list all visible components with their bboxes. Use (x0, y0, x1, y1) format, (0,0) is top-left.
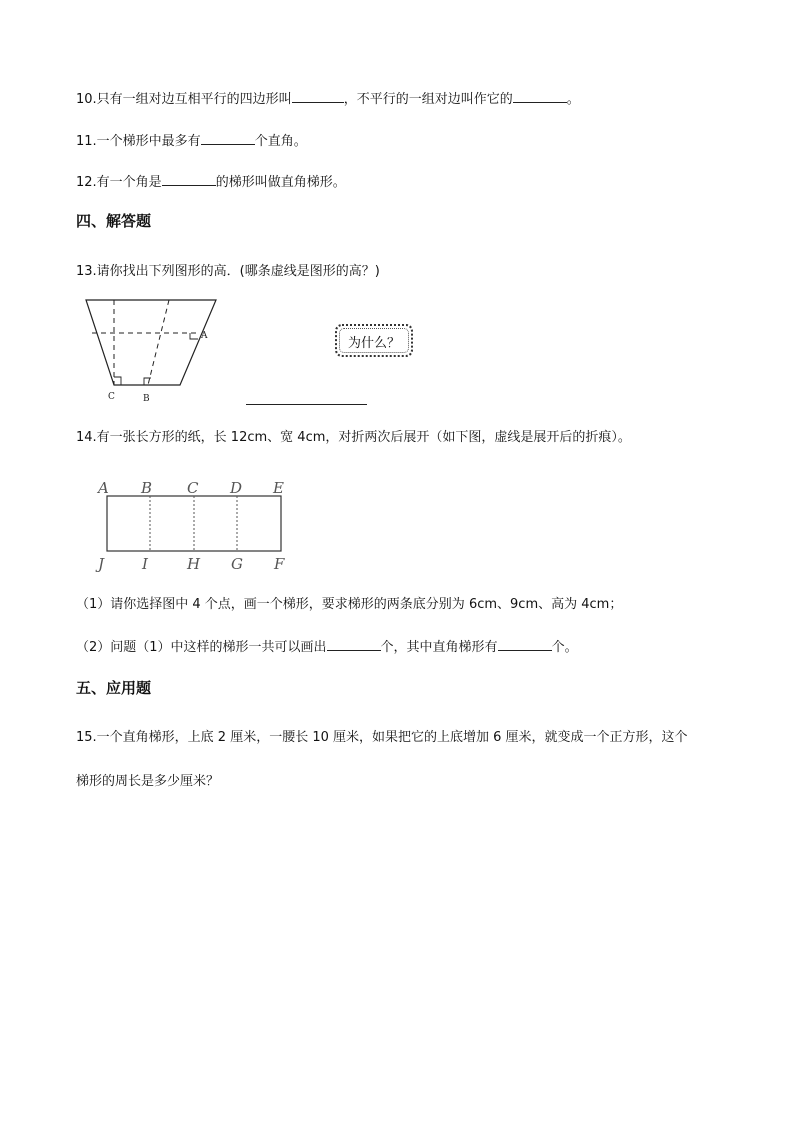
q10-blank-1[interactable] (292, 89, 344, 103)
point-label-d: D (230, 479, 243, 497)
point-label-f: F (274, 555, 285, 573)
q14-sub2-text-2: 个，其中直角梯形有 (380, 640, 498, 655)
q11-text-1: 11.一个梯形中最多有 (76, 134, 201, 149)
label-a: A (201, 331, 208, 341)
q11-blank[interactable] (201, 131, 255, 145)
right-angle-mark-c (114, 377, 121, 385)
label-b: B (143, 394, 150, 404)
q14-sub2-text-1: （2）问题（1）中这样的梯形一共可以画出 (76, 640, 327, 655)
question-10 (76, 89, 580, 109)
point-label-a: A (98, 479, 109, 497)
q10-text-1: 10.只有一组对边互相平行的四边形叫 (76, 92, 292, 107)
q12-text-2: 的梯形叫做直角梯形。 (215, 175, 346, 190)
question-12 (76, 172, 346, 192)
point-label-g: G (231, 555, 243, 573)
q14-sub2-blank-1[interactable] (327, 637, 381, 651)
question-14: 14.有一张长方形的纸，长 12cm、宽 4cm，对折两次后展开（如下图，虚线是展开后的折痕）。 (76, 430, 631, 445)
q11-text-2: 个直角。 (254, 134, 307, 149)
section-4-heading: 四、解答题 (76, 212, 152, 230)
q12-text-1: 12.有一个角是 (76, 175, 162, 190)
q12-blank[interactable] (162, 172, 216, 186)
slanted-dashed-line (148, 300, 169, 385)
folded-paper-figure (92, 474, 297, 574)
why-bubble (335, 324, 413, 357)
point-label-e: E (273, 479, 284, 497)
question-13: 13.请你找出下列图形的高．(哪条虚线是图形的高？) (76, 264, 380, 279)
trapezoid-figure (80, 294, 220, 404)
point-label-j: J (98, 555, 105, 573)
q10-text-2: ，不平行的一组对边叫作它的 (343, 92, 513, 107)
question-11 (76, 131, 307, 151)
q14-sub2-blank-2[interactable] (498, 637, 552, 651)
why-bubble-text: 为什么？ (347, 336, 400, 351)
point-label-i: I (142, 555, 148, 573)
point-label-h: H (187, 555, 201, 573)
q14-sub2-text-3: 个。 (551, 640, 578, 655)
q13-answer-line[interactable] (246, 404, 367, 405)
label-c: C (108, 392, 115, 402)
question-14-part-2 (76, 637, 578, 657)
right-angle-mark-a (190, 333, 198, 339)
question-15-line-2: 梯形的周长是多少厘米？ (76, 774, 220, 789)
section-5-heading: 五、应用题 (76, 679, 152, 697)
q10-text-3: 。 (566, 92, 580, 107)
point-label-c: C (187, 479, 199, 497)
question-15-line-1: 15.一个直角梯形，上底 2 厘米，一腰长 10 厘米，如果把它的上底增加 6 厘米，就变成一个正方形，这个 (76, 730, 688, 745)
point-label-b: B (141, 479, 153, 497)
q10-blank-2[interactable] (513, 89, 567, 103)
question-14-part-1: （1）请你选择图中 4 个点，画一个梯形，要求梯形的两条底分别为 6cm、9cm、高为 4cm； (76, 597, 623, 612)
